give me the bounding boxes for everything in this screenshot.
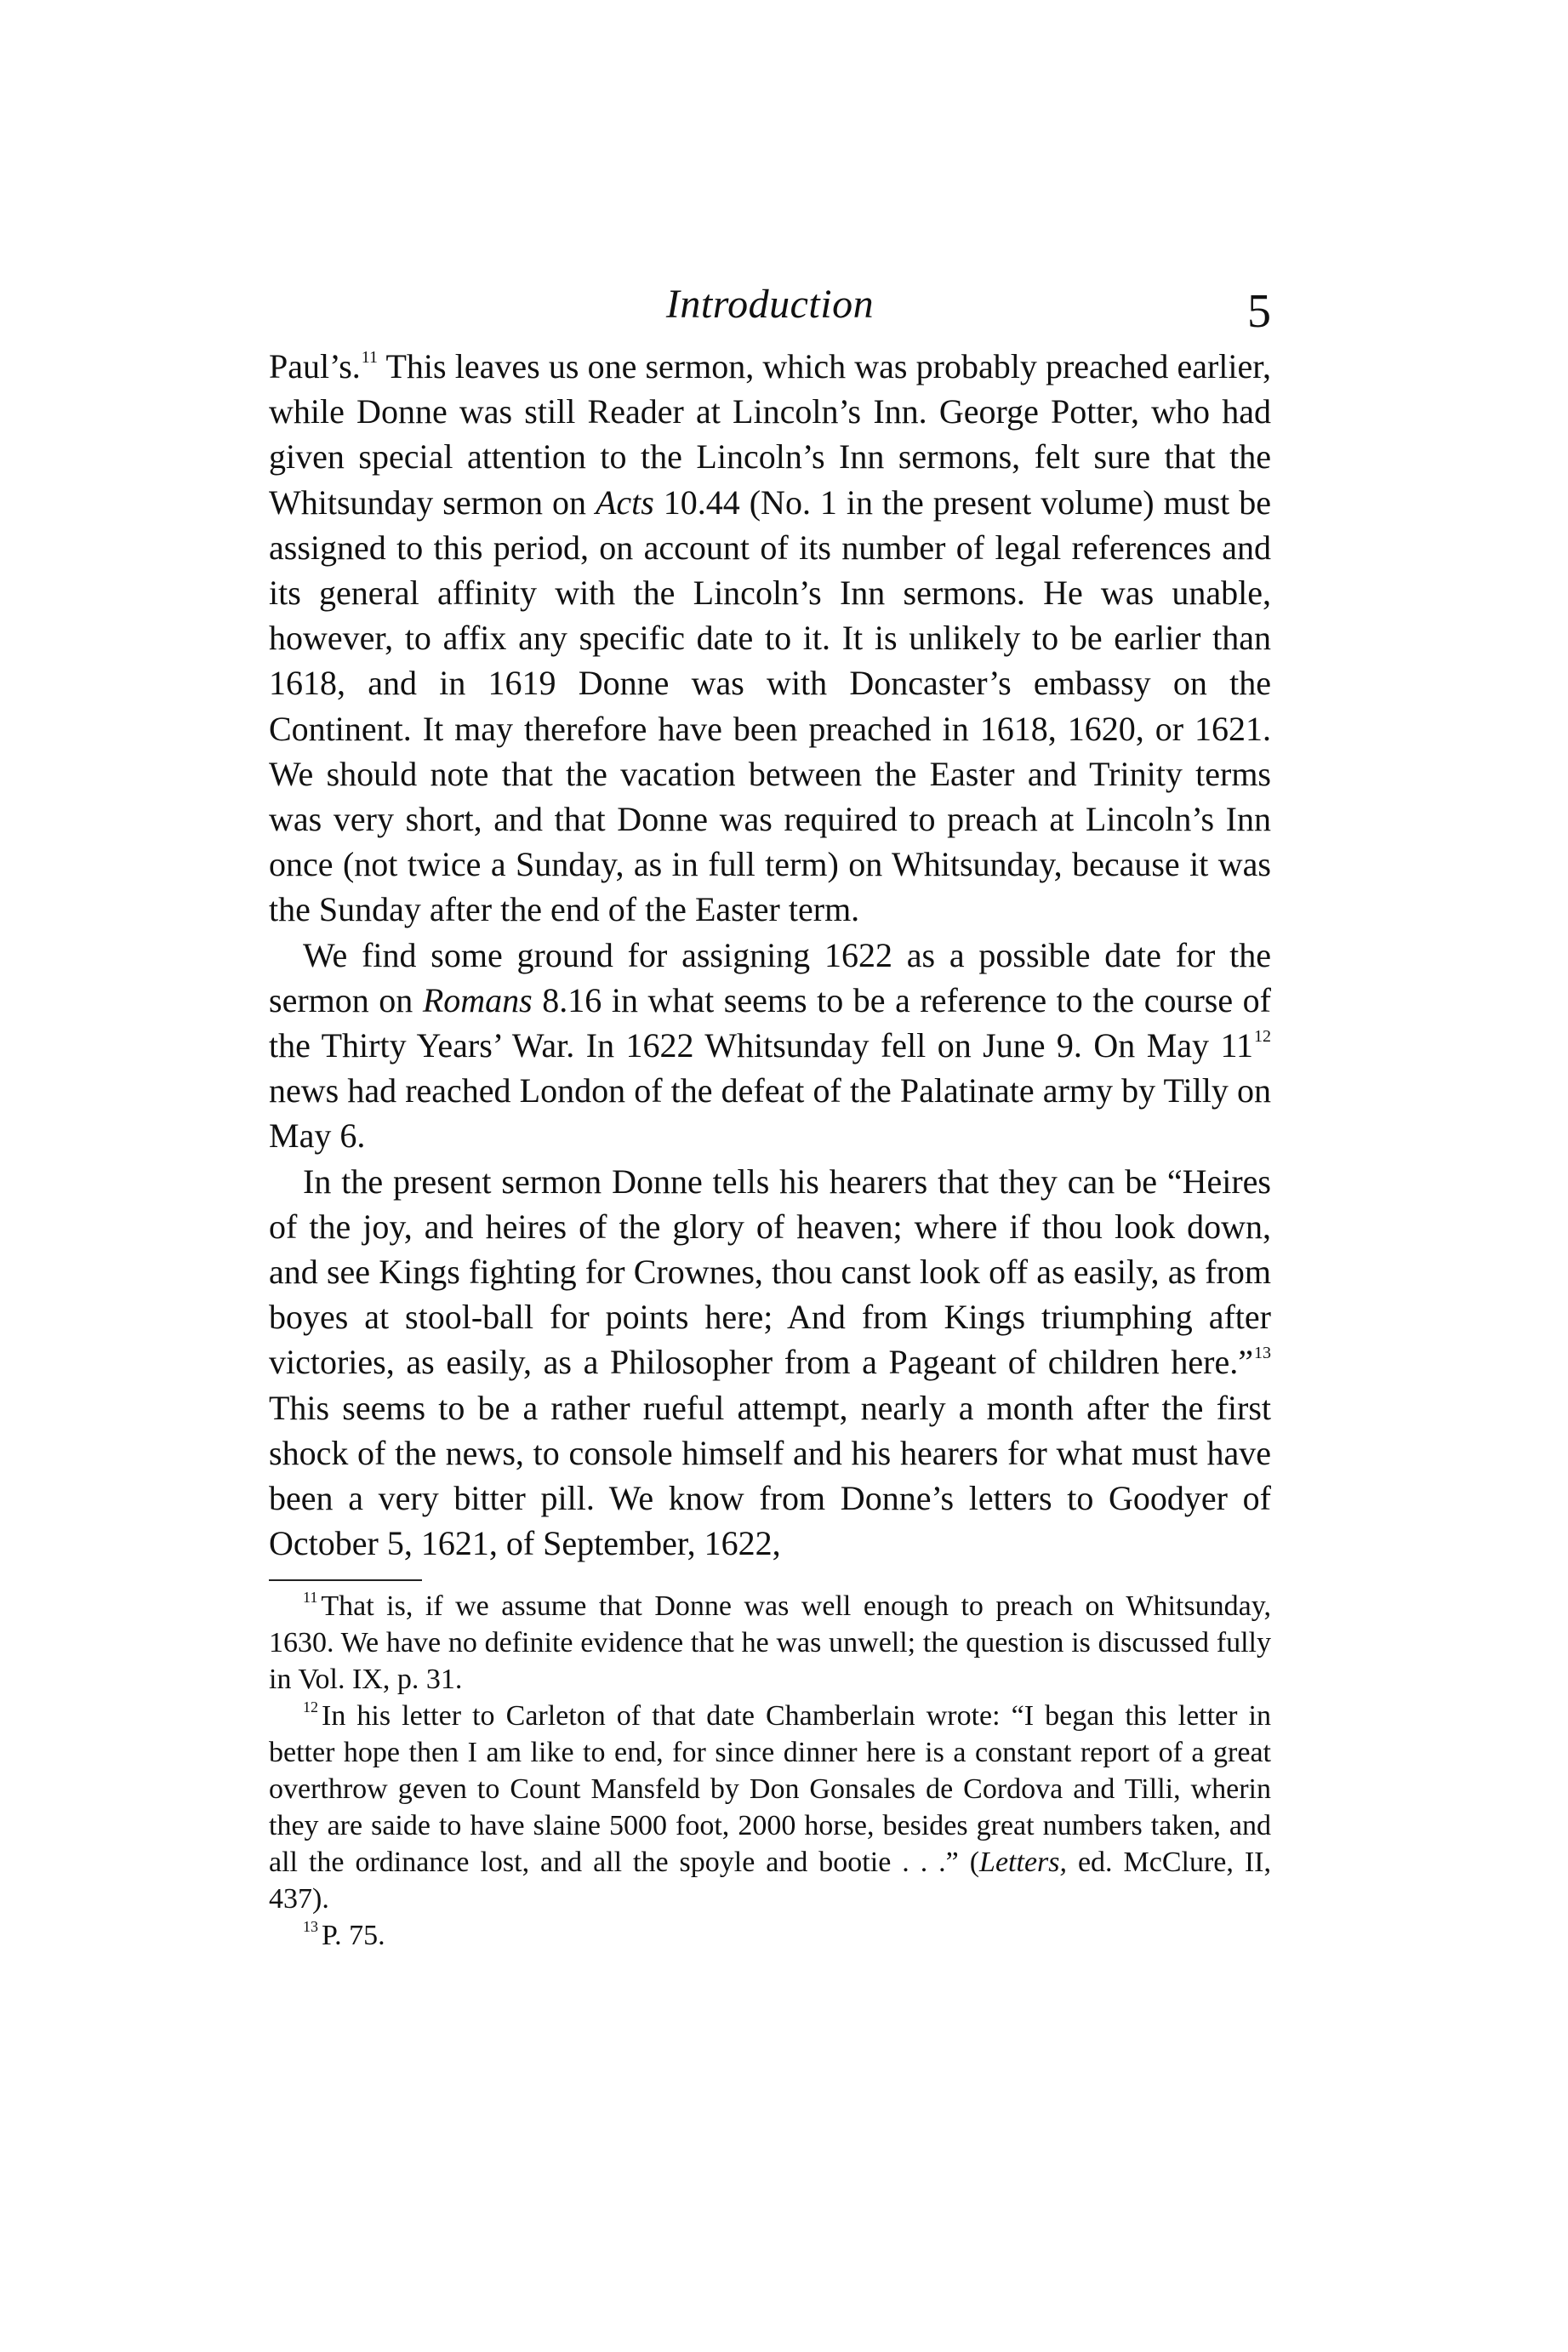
footnote-12: $^{12}$ In his letter to Carleton of that date Chamberlain wrote: “I began this letter in better hope then I am like to end, for since dinner here is a constant report of a great overthrow geven to Count Mansfeld by Don Gonsales de Cordova and Tilli, wherin they are saide to have slaine 5000 foot, 2000 horse, besides great numbers taken, and all the ordinance lost, and all the spoyle and bootie . . .” (Letters, ed. McClure, II, 437). [269,1698,1271,1915]
footnote-13: $^{13}$ P. 75. [303,1918,385,1952]
body-text [269,344,1271,1566]
italic-letters: Letters, [979,1847,1067,1879]
paragraph-1: Paul’s.$^{11}$ This leaves us one sermon, which was probably preached earlier, while Donne was still Reader at Lincoln’s Inn. George Potter, who had given special attention to the Lincoln’s Inn sermons, felt sure that the Whitsunday sermon on Acts 10.44 (No. 1 in the present volume) must be assigned to this period, on account of its number of legal references and its general affinity with the Lincoln’s Inn sermons. He was unable, however, to affix any specific date to it. It is unlikely to be earlier than 1618, and in 1619 Donne was with Doncaster’s embassy on the Continent. It may therefore have been preached in 1618, 1620, or 1621. We should note that the vacation between the Easter and Trinity terms was very short, and that Donne was required to preach at Lincoln’s Inn once (not twice a Sunday, as in full term) on Whitsunday, because it was the Sunday after the end of the Easter term. [269,347,1271,929]
footnote-ref-11[interactable]: 11 [361,348,379,367]
footnotes [269,1588,1271,1954]
footnote-ref-13[interactable]: 13 [1254,1344,1271,1363]
paragraph-3: In the present sermon Donne tells his hearers that they can be “Heires of the joy, and heires of the glory of heaven; where if thou look down, and see Kings fighting for Crownes, thou canst look off as easily, as from boyes at stool-ball for points here; And from Kings triumphing after victories, as easily, as a Philosopher from a Pageant of children here.”$^{13}$ This seems to be a rather rueful attempt, nearly a month after the first shock of the news, to console himself and his hearers for what must have been a very bitter pill. We know from Donne’s letters to Goodyer of October 5, 1621, of September, 1622, [269,1162,1271,1563]
book-page [269,281,1271,1954]
footnote-number: 11 [303,1589,318,1607]
page-number: 5 [1247,285,1271,338]
footnote-number: 12 [303,1698,318,1716]
italic-acts: Acts [595,482,654,522]
footnote-11: $^{11}$ That is, if we assume that Donne was well enough to preach on Whitsunday, 1630. We have no definite evidence that he was unwell; the question is discussed fully in Vol. IX, p. 31. [269,1589,1271,1696]
page-header [269,281,1271,344]
footnote-ref-12[interactable]: 12 [1254,1027,1271,1047]
footnote-divider [269,1579,422,1581]
paragraph-2: We find some ground for assigning 1622 as a possible date for the sermon on Romans 8.16 in what seems to be a reference to the course of the Thirty Years’ War. In 1622 Whitsunday fell on June 9. On May 11$^{12}$ news had reached London of the defeat of the Palatinate army by Tilly on May 6. [269,935,1271,1156]
italic-romans: Romans [422,980,533,1019]
footnote-number: 13 [303,1918,318,1936]
running-title: Introduction [665,282,875,327]
